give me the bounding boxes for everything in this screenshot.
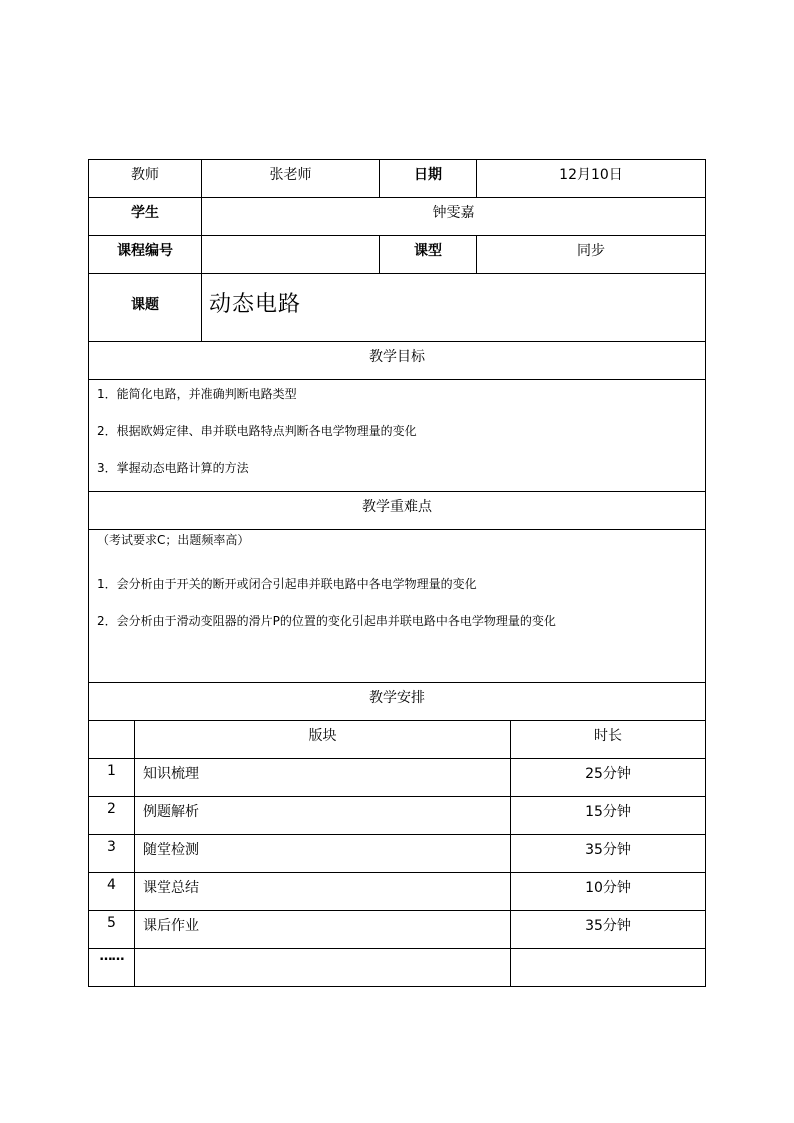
teacher-value-cell bbox=[201, 160, 379, 197]
schedule-title: 教学安排 bbox=[369, 690, 425, 706]
schedule-row-section: 课后作业 bbox=[143, 918, 199, 934]
student-value-cell bbox=[201, 198, 705, 235]
course-no-label: 课程编号 bbox=[117, 243, 173, 259]
table-row bbox=[88, 948, 706, 987]
schedule-header-row bbox=[88, 720, 706, 758]
student-label: 学生 bbox=[131, 205, 159, 221]
date-label-cell bbox=[379, 160, 476, 197]
course-no-label-cell bbox=[89, 236, 201, 273]
schedule-row-no: …… bbox=[99, 949, 124, 964]
objectives-title: 教学目标 bbox=[369, 349, 425, 365]
lesson-plan-table bbox=[88, 159, 706, 987]
type-label: 课型 bbox=[414, 243, 442, 259]
key-points-note: （考试要求C；出题频率高） bbox=[97, 533, 250, 547]
table-row bbox=[88, 910, 706, 948]
schedule-row-duration: 15分钟 bbox=[585, 804, 631, 820]
table-row bbox=[88, 834, 706, 872]
type-label-cell bbox=[379, 236, 476, 273]
key-point-item-1: 1．会分析由于开关的断开或闭合引起串并联电路中各电学物理量的变化 bbox=[97, 577, 477, 591]
schedule-section-header: 版块 bbox=[308, 728, 337, 744]
student-label-cell bbox=[89, 198, 201, 235]
objective-item-2: 2．根据欧姆定律、串并联电路特点判断各电学物理量的变化 bbox=[97, 424, 417, 438]
student-value: 钟雯嘉 bbox=[432, 205, 475, 221]
schedule-duration-header-cell bbox=[510, 721, 705, 758]
key-point-item-2: 2．会分析由于滑动变阻器的滑片P的位置的变化引起串并联电路中各电学物理量的变化 bbox=[97, 614, 556, 628]
schedule-row-duration: 10分钟 bbox=[585, 880, 631, 896]
teacher-date-row bbox=[88, 159, 706, 197]
schedule-no-header-cell bbox=[89, 721, 134, 758]
objective-item-3: 3．掌握动态电路计算的方法 bbox=[97, 461, 249, 475]
table-row bbox=[88, 796, 706, 834]
schedule-row-section: 例题解析 bbox=[143, 804, 199, 820]
schedule-row-no: 5 bbox=[107, 915, 116, 931]
key-points-title: 教学重难点 bbox=[362, 499, 432, 515]
date-value-cell bbox=[476, 160, 705, 197]
schedule-row-duration: 35分钟 bbox=[585, 918, 631, 934]
schedule-row-duration: 35分钟 bbox=[585, 842, 631, 858]
schedule-row-no: 4 bbox=[107, 877, 116, 893]
objective-item-1: 1．能简化电路，并准确判断电路类型 bbox=[97, 387, 297, 401]
schedule-title-row bbox=[88, 682, 706, 720]
type-value: 同步 bbox=[577, 243, 605, 259]
date-value: 12月10日 bbox=[559, 167, 623, 183]
topic-row bbox=[88, 273, 706, 341]
schedule-row-section: 知识梳理 bbox=[143, 766, 199, 782]
course-no-value-cell bbox=[201, 236, 379, 273]
teacher-value: 张老师 bbox=[269, 167, 312, 183]
type-value-cell bbox=[476, 236, 705, 273]
schedule-row-no: 1 bbox=[107, 763, 116, 779]
objectives-content-row bbox=[88, 379, 706, 491]
schedule-row-section: 随堂检测 bbox=[143, 842, 199, 858]
date-label: 日期 bbox=[414, 167, 442, 183]
table-row bbox=[88, 872, 706, 910]
key-points-content-row bbox=[88, 529, 706, 682]
topic-label: 课题 bbox=[131, 297, 159, 313]
schedule-duration-header: 时长 bbox=[594, 728, 622, 744]
topic-value: 动态电路 bbox=[209, 292, 302, 317]
course-type-row bbox=[88, 235, 706, 273]
schedule-section-header-cell bbox=[134, 721, 510, 758]
table-row bbox=[88, 758, 706, 796]
student-row bbox=[88, 197, 706, 235]
key-points-title-row bbox=[88, 491, 706, 529]
topic-label-cell bbox=[89, 274, 201, 341]
objectives-title-row bbox=[88, 341, 706, 379]
topic-value-cell bbox=[201, 274, 705, 341]
schedule-row-no: 3 bbox=[107, 839, 116, 855]
schedule-row-section: 课堂总结 bbox=[143, 880, 199, 896]
schedule-row-no: 2 bbox=[107, 801, 116, 817]
teacher-label: 教师 bbox=[131, 167, 159, 183]
teacher-label-cell bbox=[89, 160, 201, 197]
schedule-row-duration: 25分钟 bbox=[585, 766, 631, 782]
